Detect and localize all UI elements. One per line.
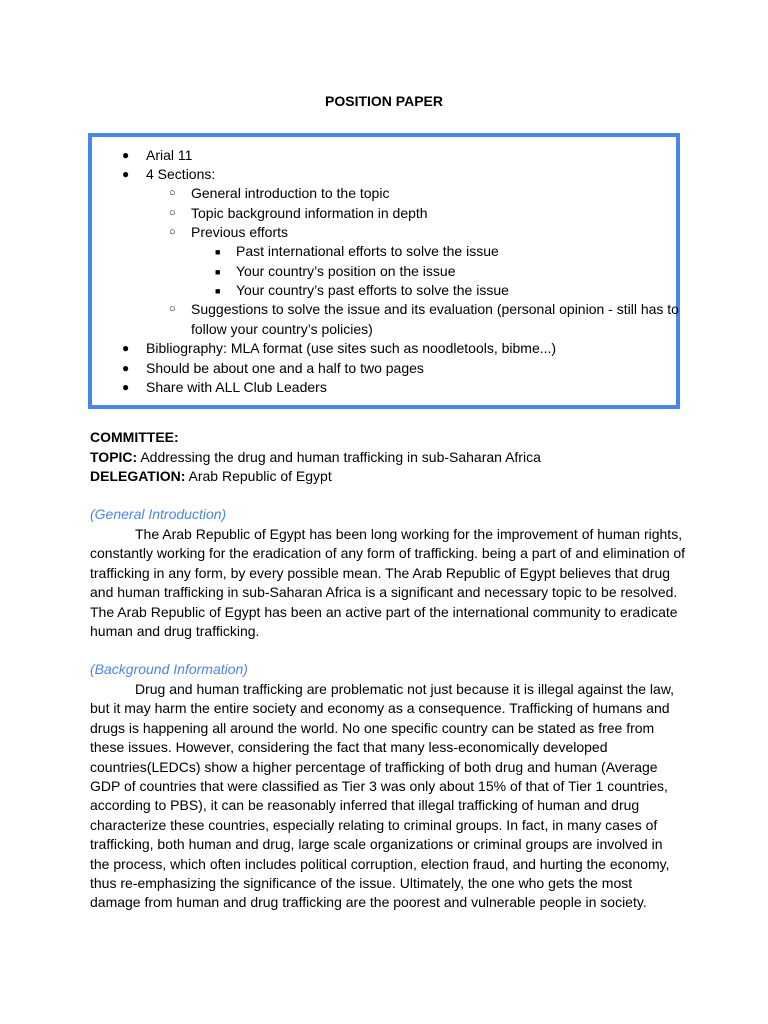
circle-bullet-icon: ○ xyxy=(169,207,176,219)
list-item: ● Arial 11 xyxy=(146,146,192,165)
circle-bullet-icon: ○ xyxy=(169,187,176,199)
topic-value: Addressing the drug and human trafficking in sub-Saharan Africa xyxy=(137,448,541,465)
committee-label: COMMITTEE: xyxy=(90,429,179,445)
background-heading: (Background Information) xyxy=(90,661,248,677)
page-title: POSITION PAPER xyxy=(325,93,443,109)
intro-heading: (General Introduction) xyxy=(90,506,227,522)
delegation-line xyxy=(90,467,541,487)
list-item: ● Bibliography: MLA format (use sites such as noodletools, bibme...) xyxy=(146,339,556,358)
list-item: ● 4 Sections: xyxy=(146,165,215,184)
topic-line xyxy=(90,448,541,468)
bullet-icon: ● xyxy=(122,148,130,162)
square-bullet-icon: ■ xyxy=(215,267,221,277)
delegation-value: Arab Republic of Egypt xyxy=(185,468,332,485)
bullet-icon: ● xyxy=(122,167,130,181)
list-item: ■ Your country’s past efforts to solve the issue xyxy=(236,281,509,300)
bullet-icon: ● xyxy=(122,380,130,394)
list-item: ■ Past international efforts to solve the issue xyxy=(236,242,499,261)
circle-bullet-icon: ○ xyxy=(169,226,176,238)
list-item: ● Share with ALL Club Leaders xyxy=(146,378,327,397)
intro-paragraph: The Arab Republic of Egypt has been long working for the improvement of human rights, constantly working for the eradication of any form of trafficking. being a part of and elimination of trafficking in any form, by every possible mean. The Arab Republic of Egypt believes that drug and human trafficking in sub-Saharan Africa is a significant and necessary topic to be resolved. The Arab Republic of Egypt has been an active part of the international community to eradicate human and drug trafficking. xyxy=(90,526,686,640)
paper-meta xyxy=(90,428,541,487)
square-bullet-icon: ■ xyxy=(215,286,221,296)
list-item: ○ General introduction to the topic xyxy=(191,184,389,203)
bullet-icon: ● xyxy=(122,361,130,375)
background-paragraph: Drug and human trafficking are problematic not just because it is illegal against the law, but it may harm the entire society and economy as a consequence. Trafficking of humans and drugs is happening all around the world. No one specific country can be stated as free from these issues. However, considering the fact that many less-economically developed countries(LEDCs) show a higher percentage of trafficking of both drug and human (Average GDP of countries that were classified as Tier 3 was only about 15% of that of Tier 1 countries, according to PBS), it can be reasonably inferred that illegal trafficking of human and drug characterize these countries, especially relating to criminal groups. In fact, in many cases of trafficking, both human and drug, large scale organizations or criminal groups are involved in the process, which often includes political corruption, election fraud, and hurting the economy, thus re-emphasizing the significance of the issue. Ultimately, the one who gets the most damage from human and drug trafficking are the poorest and vulnerable people in society. xyxy=(90,681,675,911)
list-item: ■ Your country’s position on the issue xyxy=(236,262,455,281)
guidelines-box xyxy=(88,133,680,409)
committee-line xyxy=(90,428,541,448)
topic-label: TOPIC: xyxy=(90,448,138,465)
list-item-continuation: follow your country’s policies) xyxy=(191,321,373,337)
delegation-label: DELEGATION: xyxy=(90,468,186,485)
bullet-icon: ● xyxy=(122,341,130,355)
list-item: ○ Previous efforts xyxy=(191,223,288,242)
list-item: ● Should be about one and a half to two pages xyxy=(146,359,424,378)
list-item: ○ Topic background information in depth xyxy=(191,204,428,223)
circle-bullet-icon: ○ xyxy=(169,303,176,315)
list-item: ○ Suggestions to solve the issue and its evaluation (personal opinion - still has to xyxy=(191,300,679,319)
square-bullet-icon: ■ xyxy=(215,247,221,257)
